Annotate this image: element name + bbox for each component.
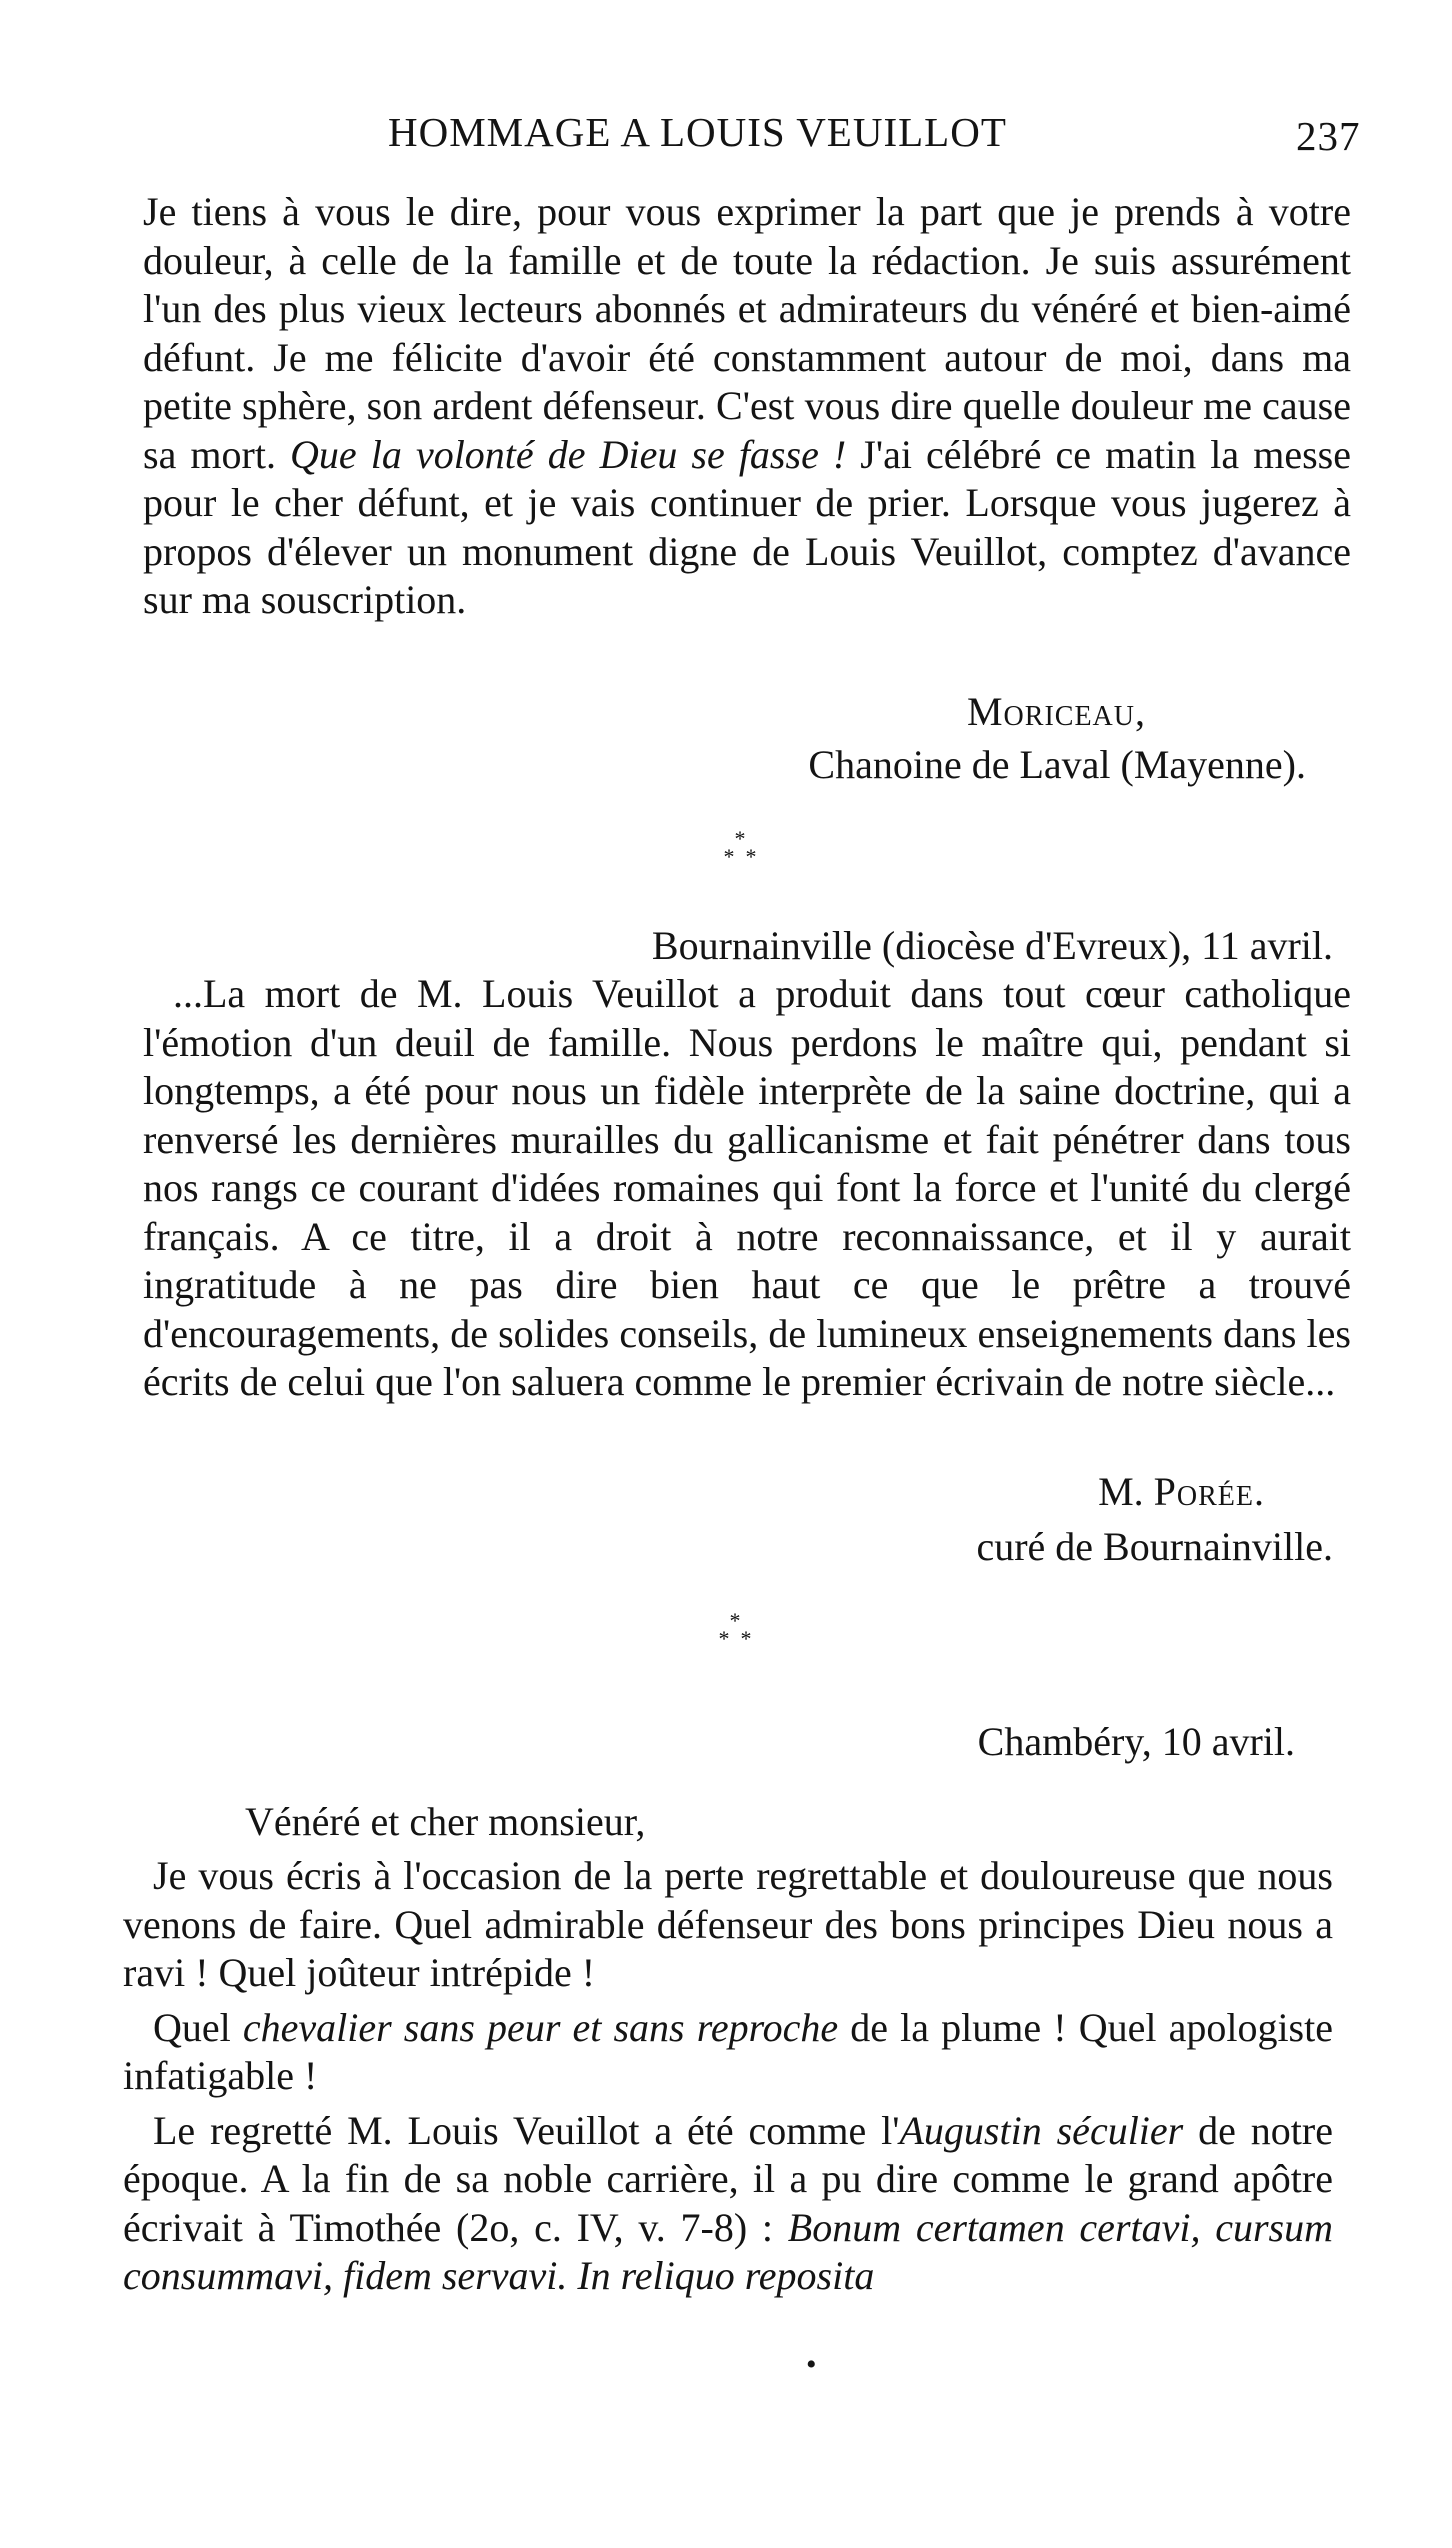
section-separator: * * * [718, 1608, 752, 1651]
page-number: 237 [1296, 113, 1361, 159]
salutation: Vénéré et cher monsieur, [245, 1799, 646, 1844]
running-title: HOMMAGE A LOUIS VEUILLOT [388, 109, 1007, 155]
running-header [0, 108, 1452, 168]
paragraph: Quel chevalier sans peur et sans reproche de la plume ! Quel apologiste infatigable ! [123, 2004, 1333, 2098]
section-separator: * * * [723, 826, 757, 869]
paragraph: Je vous écris à l'occasion de la perte regrettable et douloureuse que nous venons de faire. Quel admirable défenseur des bons principes Dieu nous a ravi ! Quel joûteur intrépide ! [123, 1853, 1333, 1995]
signature-poree [143, 1468, 1333, 1571]
signature-title: curé de Bournainville. [976, 1523, 1333, 1569]
paragraph: Le regretté M. Louis Veuillot a été comme l'Augustin séculier de notre époque. A la fin de sa noble carrière, il a pu dire comme le grand apôtre écrivait à Timothée (2o, c. IV, v. 7-8) : Bonum certamen certavi, cursum consummavi, fidem servavi. In reliquo reposita [123, 2107, 1333, 2298]
italic-phrase: Que la volonté de Dieu se fasse ! [290, 431, 847, 477]
signature-moriceau [143, 688, 1351, 789]
letter-body: Je tiens à vous le dire, pour vous exprimer la part que je prends à votre douleur, à celle de la famille et de toute la rédaction. Je suis assurément l'un des plus vieux lecteurs abonnés et admirateurs du vénéré et bien-aimé défunt. Je me félicite d'avoir été constamment autour de moi, dans ma petite sphère, son ardent défenseur. C'est vous dire quelle douleur me cause sa mort. Que la volonté de Dieu se fasse ! J'ai célébré ce matin la messe pour le cher défunt, et je vais continuer de prier. Lorsque vous jugerez à propos d'élever un monument digne de Louis Veuillot, comptez d'avance sur ma souscription. [143, 189, 1351, 622]
letter-moriceau [143, 188, 1351, 625]
print-speck: • [806, 2348, 817, 2381]
signature-title: Chanoine de Laval (Mayenne). [808, 741, 1306, 787]
letter-poree [143, 970, 1351, 1407]
letter-body: ...La mort de M. Louis Veuillot a produit dans tout cœur catholique l'émotion d'un deuil de famille. Nous perdons le maître qui, pendant si longtemps, a été pour nous un fidèle interprète de la saine doctrine, qui a renversé les dernières murailles du gallicanisme et fait pénétrer dans tous nos rangs ce courant d'idées romaines qui font la force et l'unité du clergé français. A ce titre, il a droit à notre reconnaissance, et il y aurait ingratitude à ne pas dire bien haut ce que le prêtre a trouvé d'encouragements, de solides conseils, de lumineux enseignements dans les écrits de celui que l'on saluera comme le premier écrivain de notre siècle... [143, 971, 1351, 1404]
signature-name: Moriceau, [966, 689, 1146, 734]
dateline-chambery: Chambéry, 10 avril. [977, 1719, 1295, 1764]
letter-chambery-salutation [160, 1798, 1340, 1847]
signature-name: M. Porée. [1098, 1469, 1265, 1514]
dateline-bournainville: Bournainville (diocèse d'Evreux), 11 avril. [651, 923, 1333, 968]
letter-chambery [123, 1852, 1333, 2301]
